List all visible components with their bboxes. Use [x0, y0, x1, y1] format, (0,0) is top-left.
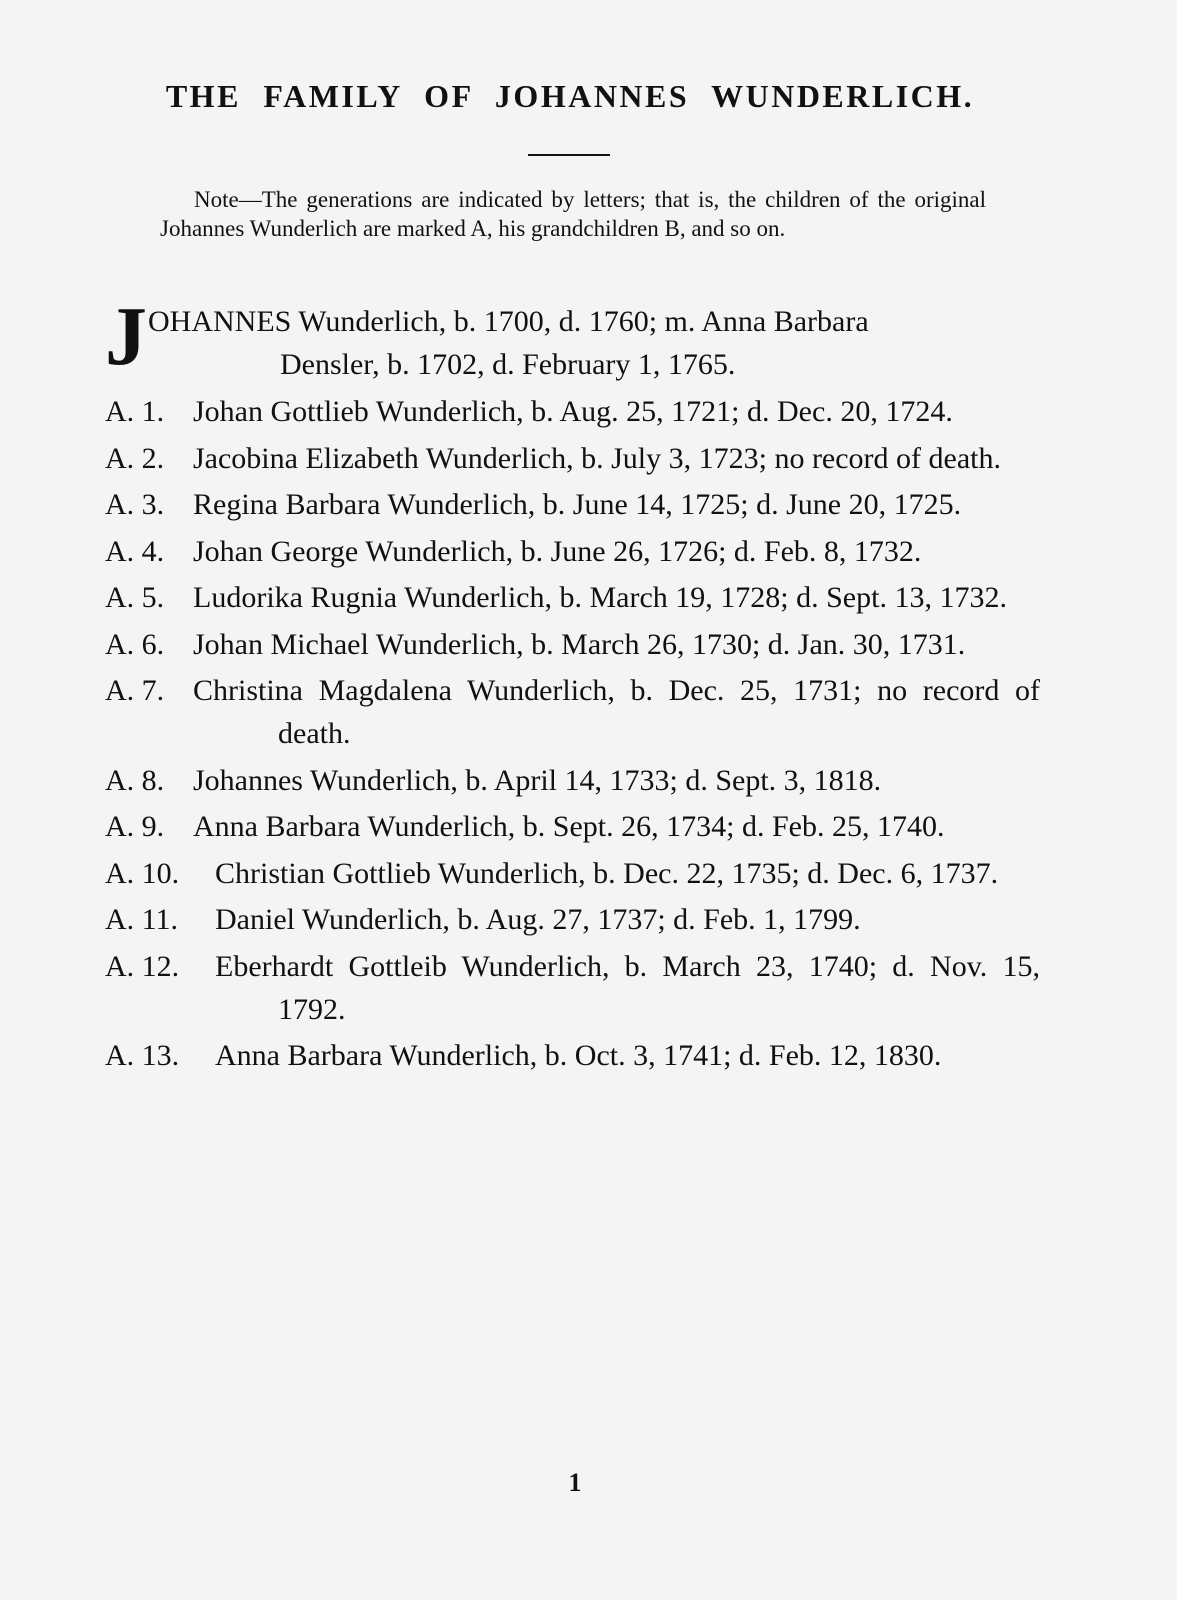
- entry-text: Johan George Wunderlich, b. June 26, 1726; d. Feb. 8, 1732.: [193, 534, 922, 568]
- entry-text: Johannes Wunderlich, b. April 14, 1733; d. Sept. 3, 1818.: [193, 763, 882, 797]
- page-number: 1: [568, 1468, 582, 1497]
- entry-text: Anna Barbara Wunderlich, b. Sept. 26, 1734; d. Feb. 25, 1740.: [193, 810, 945, 843]
- family-entry: [105, 576, 1040, 619]
- family-entry: [105, 759, 1040, 802]
- page-title: THE FAMILY OF JOHANNES WUNDERLICH.: [165, 78, 975, 114]
- entry-label: A. 1.: [105, 395, 165, 428]
- entry-text: Christina Magdalena Wunderlich, b. Dec. 25, 1731; no record of death.: [193, 674, 1040, 750]
- entry-text: Ludorika Rugnia Wunderlich, b. March 19, 1728; d. Sept. 13, 1732.: [193, 581, 1007, 614]
- progenitor-line-1: OHANNES Wunderlich, b. 1700, d. 1760; m. Anna Barbara: [148, 305, 869, 338]
- family-entry: [105, 1034, 1040, 1077]
- entry-label: A. 4.: [105, 534, 165, 568]
- entry-text: Johan Gottlieb Wunderlich, b. Aug. 25, 1721; d. Dec. 20, 1724.: [193, 395, 953, 428]
- entry-label: A. 6.: [105, 627, 165, 661]
- entry-label: A. 9.: [105, 810, 165, 843]
- family-list: [105, 290, 1040, 1081]
- family-entry: [105, 898, 1040, 941]
- entry-label: A. 2.: [105, 441, 165, 475]
- family-entry: [105, 483, 1040, 526]
- entry-text: Eberhardt Gottleib Wunderlich, b. March 23, 1740; d. Nov. 15, 1792.: [215, 949, 1040, 1026]
- drop-cap: J: [105, 290, 147, 383]
- generation-note: Note—The generations are indicated by letters; that is, the children of the original Johannes Wunderlich are marked A, his grandchildren B, and so on.: [160, 187, 986, 241]
- family-entry: [105, 390, 1040, 433]
- progenitor-line-2: Densler, b. 1702, d. February 1, 1765.: [280, 348, 736, 381]
- entry-label: A. 7.: [105, 674, 165, 707]
- family-entry: [105, 623, 1040, 666]
- progenitor-entry: [105, 290, 1040, 386]
- entry-label: A. 12.: [105, 949, 180, 983]
- entry-text: Anna Barbara Wunderlich, b. Oct. 3, 1741; d. Feb. 12, 1830.: [215, 1039, 942, 1072]
- entry-label: A. 5.: [105, 581, 165, 614]
- entry-label: A. 8.: [105, 763, 165, 797]
- family-entry: [105, 945, 1040, 1031]
- family-entry: [105, 530, 1040, 573]
- entry-text: Christian Gottlieb Wunderlich, b. Dec. 22, 1735; d. Dec. 6, 1737.: [215, 856, 999, 890]
- entry-text: Johan Michael Wunderlich, b. March 26, 1730; d. Jan. 30, 1731.: [193, 627, 966, 661]
- family-entry: [105, 437, 1040, 480]
- entry-label: A. 3.: [105, 488, 165, 521]
- entry-text: Jacobina Elizabeth Wunderlich, b. July 3, 1723; no record of death.: [193, 441, 1002, 475]
- family-entry: [105, 669, 1040, 755]
- children-entries: [105, 390, 1040, 1077]
- family-entry: [105, 805, 1040, 848]
- entry-label: A. 11.: [105, 903, 179, 936]
- entry-label: A. 10.: [105, 856, 180, 890]
- entry-text: Daniel Wunderlich, b. Aug. 27, 1737; d. Feb. 1, 1799.: [215, 903, 861, 936]
- family-entry: [105, 852, 1040, 895]
- title-divider: [528, 154, 610, 156]
- entry-text: Regina Barbara Wunderlich, b. June 14, 1725; d. June 20, 1725.: [193, 488, 962, 521]
- entry-label: A. 13.: [105, 1039, 180, 1072]
